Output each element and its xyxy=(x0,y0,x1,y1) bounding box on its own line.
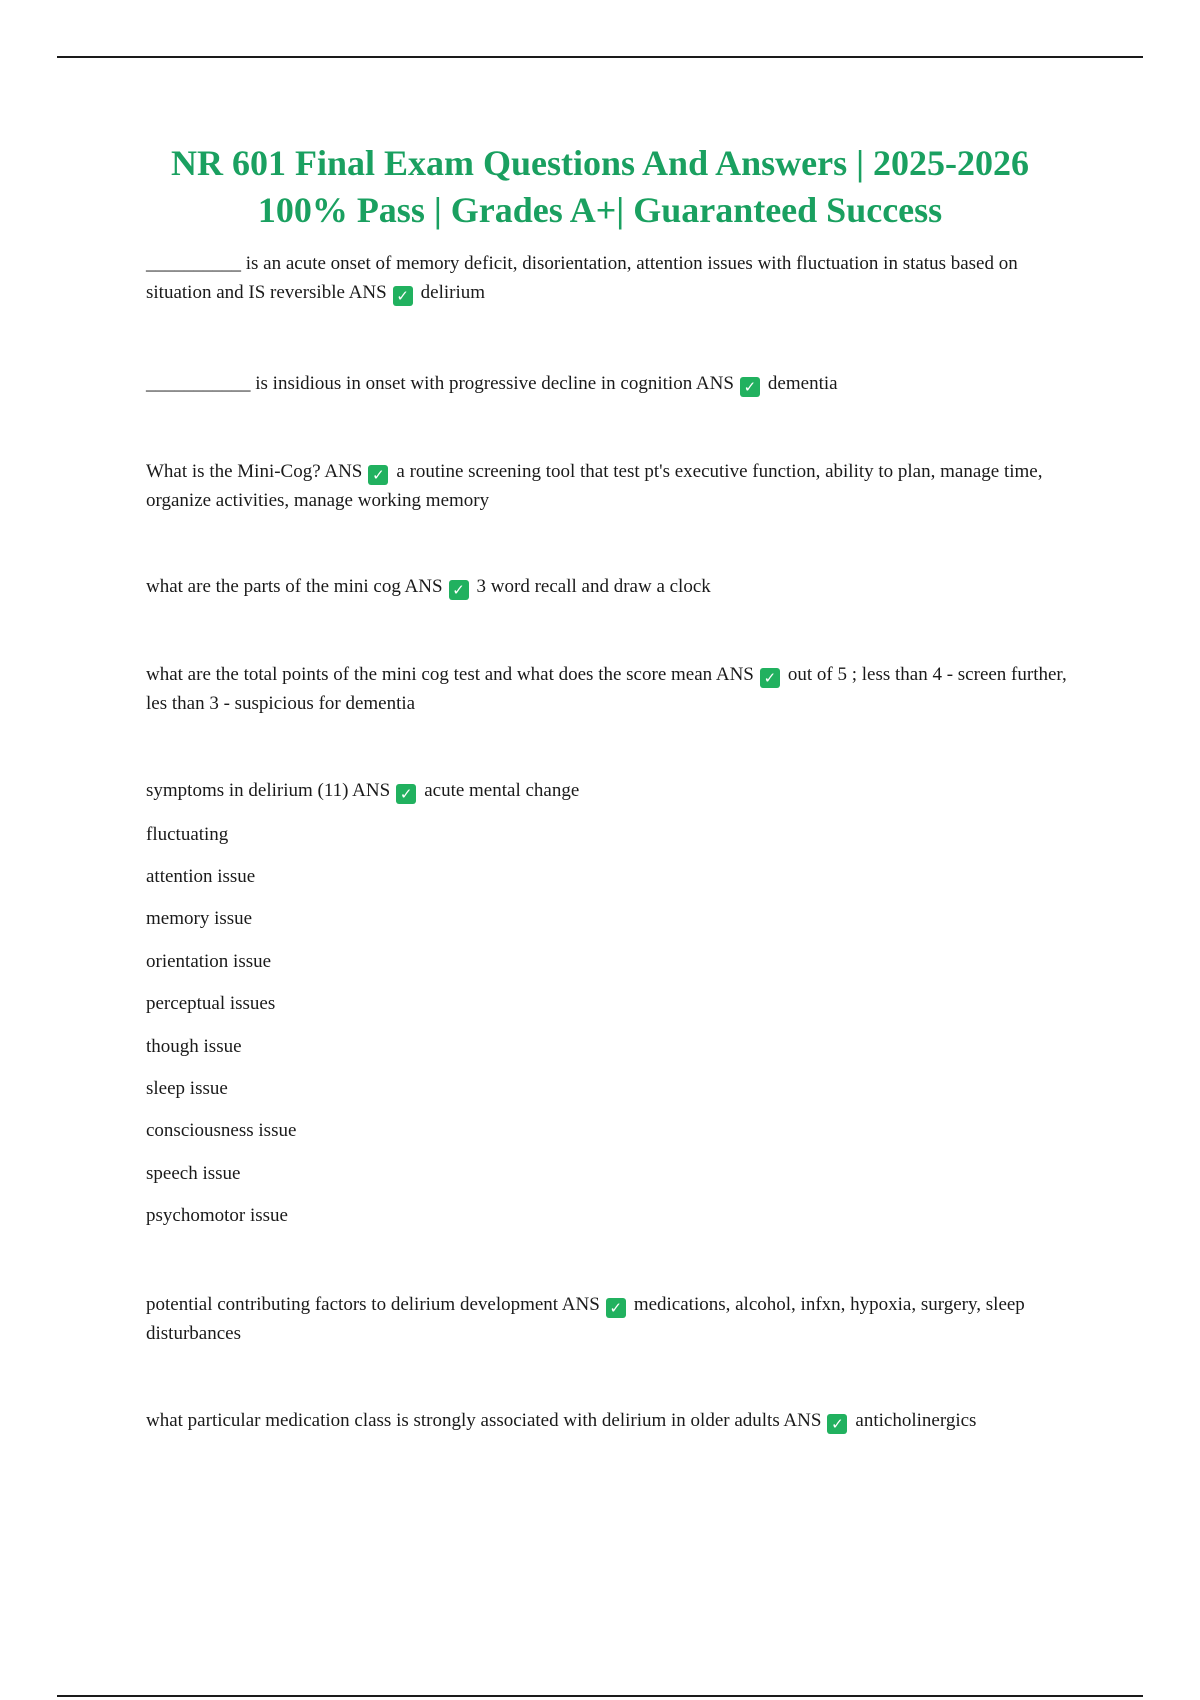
qa-item-5 xyxy=(146,660,1086,718)
symptom-item: fluctuating xyxy=(146,824,229,845)
symptom-item: psychomotor issue xyxy=(146,1205,288,1226)
answer-text: dementia xyxy=(767,373,838,394)
question-text: ___________ is insidious in onset with progressive decline in cognition ANS xyxy=(146,373,734,394)
question-text: What is the Mini-Cog? ANS xyxy=(146,461,363,482)
qa-item-8 xyxy=(146,1406,1086,1435)
question-text: potential contributing factors to delirium development ANS xyxy=(146,1294,600,1315)
title-line-2: 100% Pass | Grades A+| Guaranteed Success xyxy=(257,190,943,230)
check-box-icon: ✓ xyxy=(368,465,388,485)
qa-item-3 xyxy=(146,457,1086,515)
symptom-item: memory issue xyxy=(146,908,253,929)
answer-text: out of 5 ; less than 4 - screen further, les than 3 - suspicious for dementia xyxy=(146,664,1067,714)
check-box-icon: ✓ xyxy=(396,784,416,804)
check-box-icon: ✓ xyxy=(449,580,469,600)
check-box-icon: ✓ xyxy=(760,668,780,688)
title-line-1: NR 601 Final Exam Questions And Answers | 2025-2026 xyxy=(170,143,1030,183)
answer-text: medications, alcohol, infxn, hypoxia, surgery, sleep disturbances xyxy=(146,1294,1025,1344)
check-box-icon: ✓ xyxy=(393,286,413,306)
qa-item-7 xyxy=(146,1290,1086,1348)
question-text: __________ is an acute onset of memory deficit, disorientation, attention issues with fluctuation in status based on situation and IS reversible ANS xyxy=(146,253,1018,303)
check-box-icon: ✓ xyxy=(827,1414,847,1434)
answer-text: delirium xyxy=(420,282,486,303)
answer-text: acute mental change xyxy=(424,780,580,801)
symptom-item: consciousness issue xyxy=(146,1120,297,1141)
check-box-icon: ✓ xyxy=(740,377,760,397)
bottom-rule xyxy=(57,1695,1143,1697)
answer-text: anticholinergics xyxy=(855,1410,977,1431)
qa-item-4 xyxy=(146,572,1086,601)
page-title xyxy=(100,140,1100,234)
question-text: symptoms in delirium (11) ANS xyxy=(146,780,391,801)
check-box-icon: ✓ xyxy=(606,1298,626,1318)
answer-text: a routine screening tool that test pt's executive function, ability to plan, manage time, organize activities, manage working memory xyxy=(146,461,1043,511)
symptom-item: orientation issue xyxy=(146,951,272,972)
question-text: what particular medication class is strongly associated with delirium in older adults ANS xyxy=(146,1410,822,1431)
symptom-item: perceptual issues xyxy=(146,993,276,1014)
qa-item-6 xyxy=(146,776,1086,805)
symptom-item: speech issue xyxy=(146,1163,241,1184)
symptom-item: sleep issue xyxy=(146,1078,228,1099)
qa-item-1 xyxy=(146,249,1086,307)
symptom-item: attention issue xyxy=(146,866,256,887)
question-text: what are the parts of the mini cog ANS xyxy=(146,576,443,597)
top-rule xyxy=(57,56,1143,58)
qa-item-2 xyxy=(146,369,1086,398)
answer-text: 3 word recall and draw a clock xyxy=(476,576,711,597)
symptom-item: though issue xyxy=(146,1036,242,1057)
question-text: what are the total points of the mini cog test and what does the score mean ANS xyxy=(146,664,754,685)
